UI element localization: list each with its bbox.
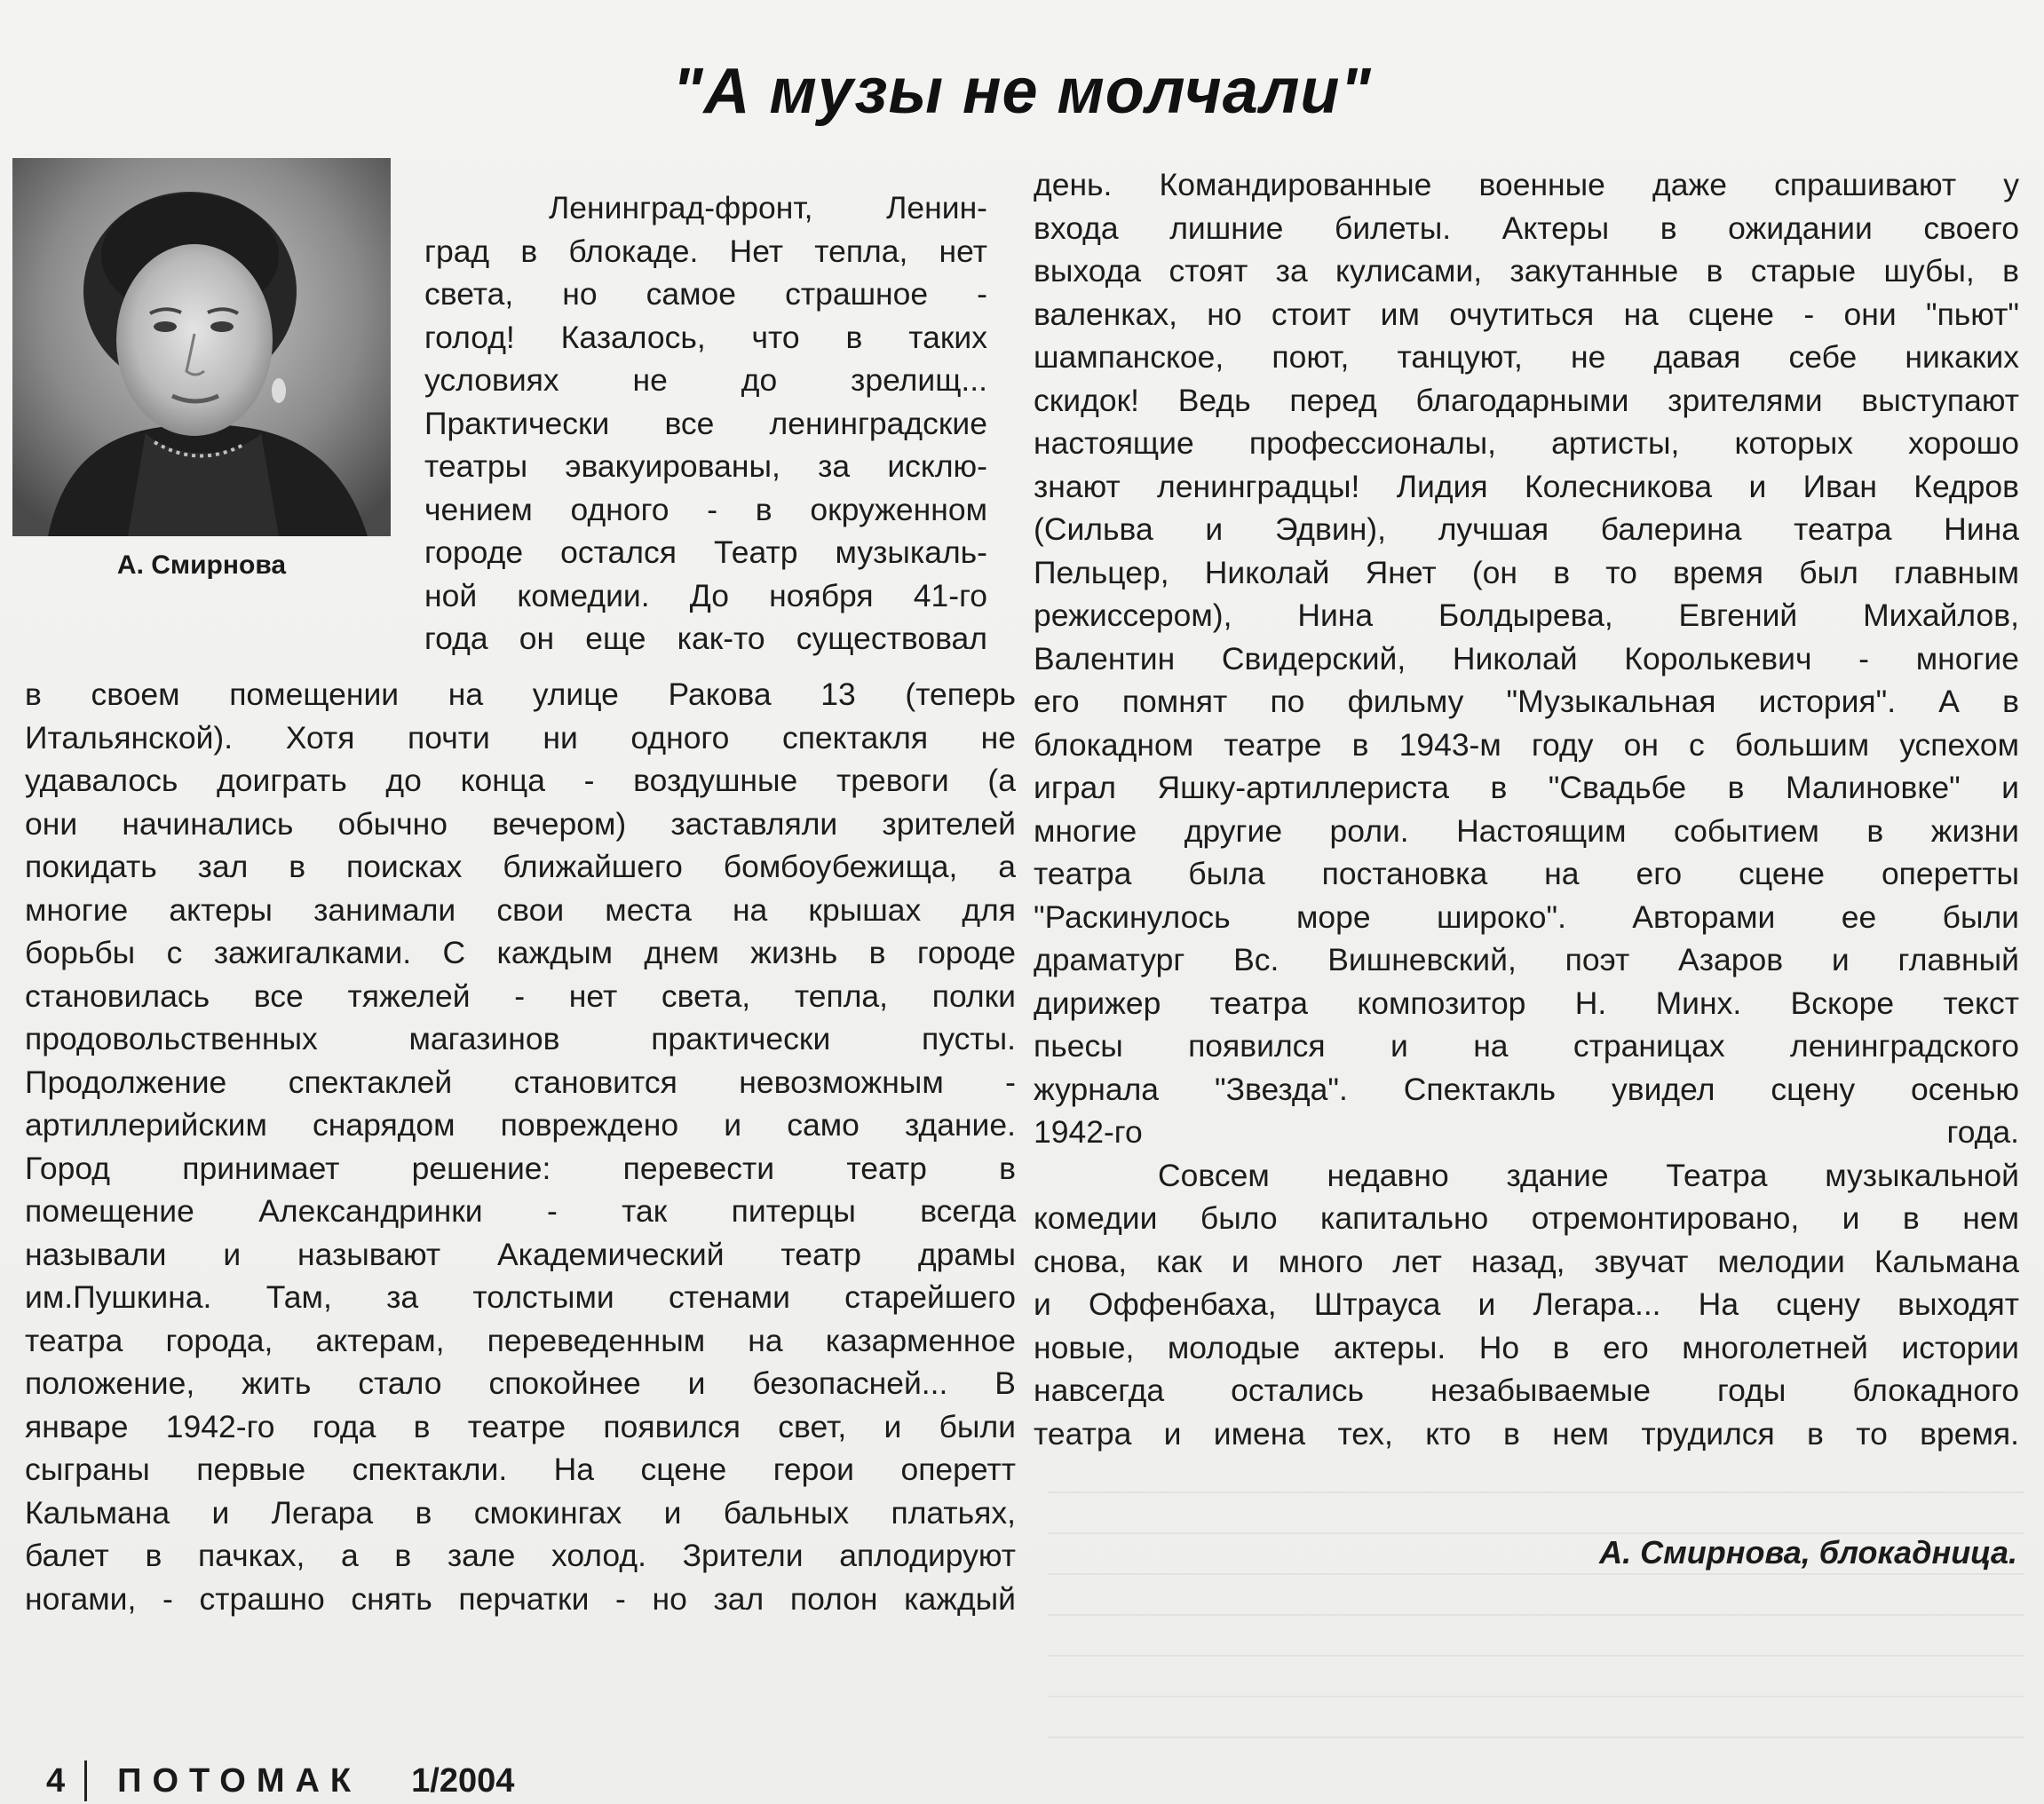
text-line-content: и Оффенбаха, Штрауса и Легара... На сцену выходят	[1034, 1286, 2019, 1322]
text-line	[1034, 508, 2019, 551]
text-line-content: Кальмана и Легара в смокингах и бальных платьях,	[25, 1494, 1016, 1531]
text-line-content: театра города, актерам, переведенным на казарменное	[25, 1322, 1016, 1358]
text-line	[1034, 1154, 2019, 1198]
text-line	[1034, 637, 2019, 681]
text-line	[25, 1147, 1016, 1191]
text-line-content: блокадном театре в 1943-м году он с большим успехом	[1034, 726, 2019, 763]
text-line-content: навсегда остались незабываемые годы блокадного	[1034, 1373, 2019, 1408]
text-line-content: Практически все ленинградские	[424, 405, 987, 441]
text-line	[1034, 1412, 2019, 1456]
text-line-content: сыграны первые спектакли. На сцене герои оперетт	[25, 1452, 1016, 1487]
text-line	[1034, 1111, 2019, 1154]
text-line	[1034, 379, 2019, 423]
text-line-content: балет в пачках, а в зале холод. Зрители аплодируют	[25, 1538, 1016, 1573]
text-line-content: Пельцер, Николай Янет (он в то время был главным	[1034, 554, 2019, 590]
text-line	[424, 445, 987, 488]
text-line-content: режиссером), Нина Болдырева, Евгений Михайлов,	[1034, 597, 2019, 633]
text-line-content: шампанское, поют, танцуют, не давая себе никаких	[1034, 339, 2019, 375]
text-line-content: света, но самое страшное -	[424, 276, 987, 312]
text-line	[424, 359, 987, 402]
text-line-content: скидок! Ведь перед благодарными зрителями выступают	[1034, 382, 2019, 418]
text-line	[1034, 1326, 2019, 1370]
text-line	[1034, 336, 2019, 379]
text-line	[1034, 207, 2019, 250]
photo-caption: А. Смирнова	[116, 550, 287, 580]
text-line-content: борьбы с зажигалками. С каждым днем жизнь в городе	[25, 935, 1016, 970]
text-line	[1034, 1025, 2019, 1068]
text-line-content: выхода стоят за кулисами, закутанные в старые шубы, в	[1034, 253, 2019, 289]
text-line-content: 1942-го года.	[1034, 1114, 2019, 1150]
text-line-content: становилась все тяжелей - нет света, тепла, полки	[25, 977, 1016, 1014]
text-line	[25, 1578, 1016, 1621]
text-line-content: театра была постановка на его сцене оперетты	[1034, 856, 2019, 891]
text-line-content: покидать зал в поисках ближайшего бомбоубежища, а	[25, 849, 1016, 884]
text-line	[25, 975, 1016, 1018]
text-line	[424, 402, 987, 446]
text-line-content: Итальянской). Хотя почти ни одного спектакля не	[25, 719, 1016, 756]
text-line	[1034, 465, 2019, 509]
column-a-bottom-text	[25, 673, 1016, 1620]
text-line	[25, 845, 1016, 889]
text-line-content: "Раскинулось море широко". Авторами ее были	[1034, 898, 2019, 935]
text-line	[1034, 422, 2019, 465]
column-b-text	[1034, 163, 2019, 1455]
text-line	[25, 759, 1016, 803]
text-line	[25, 1362, 1016, 1405]
text-line	[1034, 551, 2019, 595]
text-line	[424, 574, 987, 618]
text-line-content: им.Пушкина. Там, за толстыми стенами старейшего	[25, 1279, 1016, 1315]
text-line	[25, 931, 1016, 975]
text-line	[1034, 1240, 2019, 1284]
text-line-content: называли и называют Академический театр драмы	[25, 1236, 1016, 1272]
text-line	[1034, 724, 2019, 767]
text-line	[1034, 982, 2019, 1025]
text-line	[1034, 1369, 2019, 1412]
text-line-content: Город принимает решение: перевести театр в	[25, 1150, 1016, 1186]
page-footer	[46, 1758, 514, 1804]
article-title: "А музы не молчали"	[672, 56, 1372, 127]
text-line-content: Продолжение спектаклей становится невозможным -	[25, 1064, 1016, 1100]
text-line-content: входа лишние билеты. Актеры в ожидании своего	[1034, 210, 2019, 246]
text-line-content: года он еще как-то существовал	[424, 621, 987, 656]
text-line	[25, 1405, 1016, 1449]
text-line-content: театры эвакуированы, за исклю-	[424, 448, 987, 484]
text-line-content: положение, жить стало спокойнее и безопасней... В	[25, 1365, 1016, 1401]
text-line-content: комедии было капитально отремонтировано, и в нем	[1034, 1200, 2019, 1236]
issue-number: 1/2004	[411, 1761, 515, 1800]
text-line-content: Ленинград-фронт, Ленин-	[549, 190, 987, 226]
text-line-content: дирижер театра композитор Н. Минх. Вскоре текст	[1034, 985, 2019, 1021]
text-line	[1034, 249, 2019, 293]
text-line	[424, 531, 987, 574]
text-line	[25, 716, 1016, 760]
text-line-content: театра и имена тех, кто в нем трудился в то время.	[1034, 1415, 2019, 1452]
text-line	[25, 1233, 1016, 1277]
text-line-content: его помнят по фильму "Музыкальная история". А в	[1034, 684, 2019, 719]
text-line-content: день. Командированные военные даже спрашивают у	[1034, 167, 2019, 202]
magazine-name: ПОТОМАК	[117, 1761, 362, 1800]
footer-divider	[84, 1760, 87, 1801]
text-line	[25, 1276, 1016, 1319]
text-line	[25, 1190, 1016, 1233]
text-line	[424, 186, 987, 230]
text-line	[25, 1534, 1016, 1578]
page-number: 4	[46, 1761, 66, 1800]
text-line-content: настоящие профессионалы, артисты, которых хорошо	[1034, 425, 2019, 461]
author-signature: А. Смирнова, блокадница.	[1599, 1534, 2017, 1571]
text-line-content: Валентин Свидерский, Николай Королькевич - многие	[1034, 640, 2019, 676]
text-line-content: многие актеры занимали свои места на крышах для	[25, 891, 1016, 928]
text-line-content: в своем помещении на улице Ракова 13 (теперь	[25, 676, 1016, 712]
text-line-content: чением одного - в окруженном	[424, 491, 987, 527]
text-line	[25, 1491, 1016, 1535]
text-line	[1034, 852, 2019, 896]
text-line	[1034, 766, 2019, 810]
text-line-content: град в блокаде. Нет тепла, нет	[424, 233, 987, 269]
text-line	[424, 617, 987, 661]
text-line	[424, 230, 987, 273]
text-line-content: ной комедии. До ноября 41-го	[424, 577, 987, 613]
text-line-content: удавалось доиграть до конца - воздушные тревоги (а	[25, 763, 1016, 798]
text-line	[25, 1319, 1016, 1363]
text-line	[424, 273, 987, 316]
text-line	[25, 889, 1016, 932]
text-line	[1034, 1197, 2019, 1240]
text-line	[424, 488, 987, 532]
text-line-content: знают ленинградцы! Лидия Колесникова и Иван Кедров	[1034, 468, 2019, 504]
text-line	[424, 316, 987, 360]
text-line-content: помещение Александринки - так питерцы всегда	[25, 1193, 1016, 1229]
text-line-content: продовольственных магазинов практически пусты.	[25, 1021, 1016, 1056]
text-line-content: новые, молодые актеры. Но в его многолетней истории	[1034, 1329, 2019, 1365]
text-line	[1034, 293, 2019, 336]
text-line-content: Совсем недавно здание Театра музыкальной	[1158, 1157, 2019, 1193]
text-line	[1034, 163, 2019, 207]
text-line-content: условиях не до зрелищ...	[424, 362, 987, 398]
text-line-content: ногами, - страшно снять перчатки - но зал полон каждый	[25, 1580, 1016, 1617]
text-line-content: валенках, но стоит им очутиться на сцене - они "пьют"	[1034, 296, 2019, 332]
text-line-content: они начинались обычно вечером) заставляли зрителей	[25, 805, 1016, 842]
text-line-content: голод! Казалось, что в таких	[424, 319, 987, 355]
text-line	[25, 1104, 1016, 1147]
text-line-content: многие другие роли. Настоящим событием в жизни	[1034, 812, 2019, 849]
text-line	[25, 673, 1016, 716]
text-line	[1034, 594, 2019, 637]
text-line-content: артиллерийским снарядом повреждено и само здание.	[25, 1107, 1016, 1143]
portrait-illustration	[12, 158, 391, 536]
text-line-content: драматург Вс. Вишневский, поэт Азаров и главный	[1034, 942, 2019, 977]
text-line	[25, 803, 1016, 846]
text-line	[25, 1061, 1016, 1104]
text-line-content: январе 1942-го года в театре появился свет, и были	[25, 1408, 1016, 1444]
text-line	[1034, 1283, 2019, 1326]
text-line	[1034, 680, 2019, 724]
column-a-top-text	[424, 186, 987, 661]
text-line-content: пьесы появился и на страницах ленинградского	[1034, 1028, 2019, 1064]
text-line-content: городе остался Театр музыкаль-	[424, 534, 987, 570]
text-line-content: играл Яшку-артиллериста в "Свадьбе в Малиновке" и	[1034, 770, 2019, 805]
text-line	[25, 1448, 1016, 1491]
text-line	[1034, 810, 2019, 853]
text-line-content: (Сильва и Эдвин), лучшая балерина театра Нина	[1034, 511, 2019, 547]
text-line	[1034, 1068, 2019, 1112]
text-line	[1034, 896, 2019, 939]
text-line	[25, 1017, 1016, 1061]
text-line-content: снова, как и много лет назад, звучат мелодии Кальмана	[1034, 1243, 2019, 1279]
text-line	[1034, 938, 2019, 982]
text-line-content: журнала "Звезда". Спектакль увидел сцену осенью	[1034, 1071, 2019, 1107]
author-photo	[12, 158, 391, 536]
